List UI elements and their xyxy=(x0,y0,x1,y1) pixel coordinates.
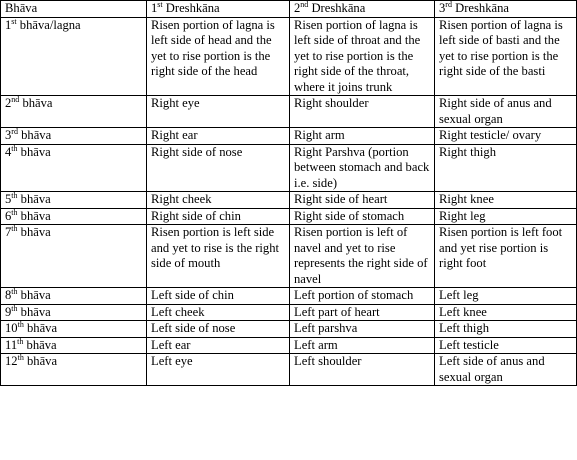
bhava-cell: 8th bhāva xyxy=(1,288,147,305)
table-row xyxy=(1,288,577,305)
dreshkana-3-cell: Risen portion of lagna is left side of basti and the yet to rise portion is the right side of the basti xyxy=(435,17,577,96)
dreshkana-2-cell: Left arm xyxy=(290,337,435,354)
table-row xyxy=(1,304,577,321)
bhava-cell: 11th bhāva xyxy=(1,337,147,354)
dreshkana-1-cell: Left eye xyxy=(147,354,290,386)
bhava-cell: 10th bhāva xyxy=(1,321,147,338)
dreshkana-2-cell: Left portion of stomach xyxy=(290,288,435,305)
bhava-cell: 12th bhāva xyxy=(1,354,147,386)
table-row xyxy=(1,144,577,192)
header-dreshkana-1: 1st Dreshkāna xyxy=(147,1,290,18)
table-row xyxy=(1,128,577,145)
dreshkana-3-cell: Right thigh xyxy=(435,144,577,192)
dreshkana-1-cell: Right side of chin xyxy=(147,208,290,225)
dreshkana-2-cell: Right Parshva (portion between stomach and back i.e. side) xyxy=(290,144,435,192)
dreshkana-1-cell: Right cheek xyxy=(147,192,290,209)
dreshkana-2-cell: Risen portion of lagna is left side of throat and the yet to rise portion is the right side of the throat, where it joins trunk xyxy=(290,17,435,96)
table-row xyxy=(1,337,577,354)
header-dreshkana-2: 2nd Dreshkāna xyxy=(290,1,435,18)
dreshkana-2-cell: Right side of stomach xyxy=(290,208,435,225)
dreshkana-1-cell: Right eye xyxy=(147,96,290,128)
bhava-cell: 6th bhāva xyxy=(1,208,147,225)
dreshkana-1-cell: Risen portion of lagna is left side of head and the yet to rise portion is the right side of the head xyxy=(147,17,290,96)
dreshkana-1-cell: Right ear xyxy=(147,128,290,145)
dreshkana-3-cell: Right side of anus and sexual organ xyxy=(435,96,577,128)
dreshkana-2-cell: Right shoulder xyxy=(290,96,435,128)
dreshkana-2-cell: Left parshva xyxy=(290,321,435,338)
dreshkana-3-cell: Right knee xyxy=(435,192,577,209)
table-row xyxy=(1,321,577,338)
header-row xyxy=(1,1,577,18)
table-row xyxy=(1,96,577,128)
table-row xyxy=(1,354,577,386)
table-row xyxy=(1,225,577,288)
bhava-cell: 1st bhāva/lagna xyxy=(1,17,147,96)
dreshkana-1-cell: Right side of nose xyxy=(147,144,290,192)
dreshkana-3-cell: Left knee xyxy=(435,304,577,321)
dreshkana-2-cell: Risen portion is left of navel and yet to rise represents the right side of navel xyxy=(290,225,435,288)
bhava-cell: 4th bhāva xyxy=(1,144,147,192)
dreshkana-2-cell: Right side of heart xyxy=(290,192,435,209)
dreshkana-2-cell: Right arm xyxy=(290,128,435,145)
dreshkana-1-cell: Left ear xyxy=(147,337,290,354)
dreshkana-1-cell: Left cheek xyxy=(147,304,290,321)
dreshkana-3-cell: Left testicle xyxy=(435,337,577,354)
dreshkana-3-cell: Risen portion is left foot and yet rise portion is right foot xyxy=(435,225,577,288)
bhava-cell: 7th bhāva xyxy=(1,225,147,288)
dreshkana-1-cell: Risen portion is left side and yet to rise is the right side of mouth xyxy=(147,225,290,288)
header-dreshkana-3: 3rd Dreshkāna xyxy=(435,1,577,18)
bhava-cell: 3rd bhāva xyxy=(1,128,147,145)
table-row xyxy=(1,17,577,96)
bhava-cell: 9th bhāva xyxy=(1,304,147,321)
dreshkana-2-cell: Left part of heart xyxy=(290,304,435,321)
table-row xyxy=(1,208,577,225)
dreshkana-3-cell: Right testicle/ ovary xyxy=(435,128,577,145)
dreshkana-2-cell: Left shoulder xyxy=(290,354,435,386)
dreshkana-3-cell: Left side of anus and sexual organ xyxy=(435,354,577,386)
dreshkana-3-cell: Right leg xyxy=(435,208,577,225)
dreshkana-1-cell: Left side of nose xyxy=(147,321,290,338)
bhava-cell: 2nd bhāva xyxy=(1,96,147,128)
dreshkana-3-cell: Left leg xyxy=(435,288,577,305)
dreshkana-1-cell: Left side of chin xyxy=(147,288,290,305)
dreshkana-3-cell: Left thigh xyxy=(435,321,577,338)
header-bhava: Bhāva xyxy=(1,1,147,18)
bhava-cell: 5th bhāva xyxy=(1,192,147,209)
table-row xyxy=(1,192,577,209)
